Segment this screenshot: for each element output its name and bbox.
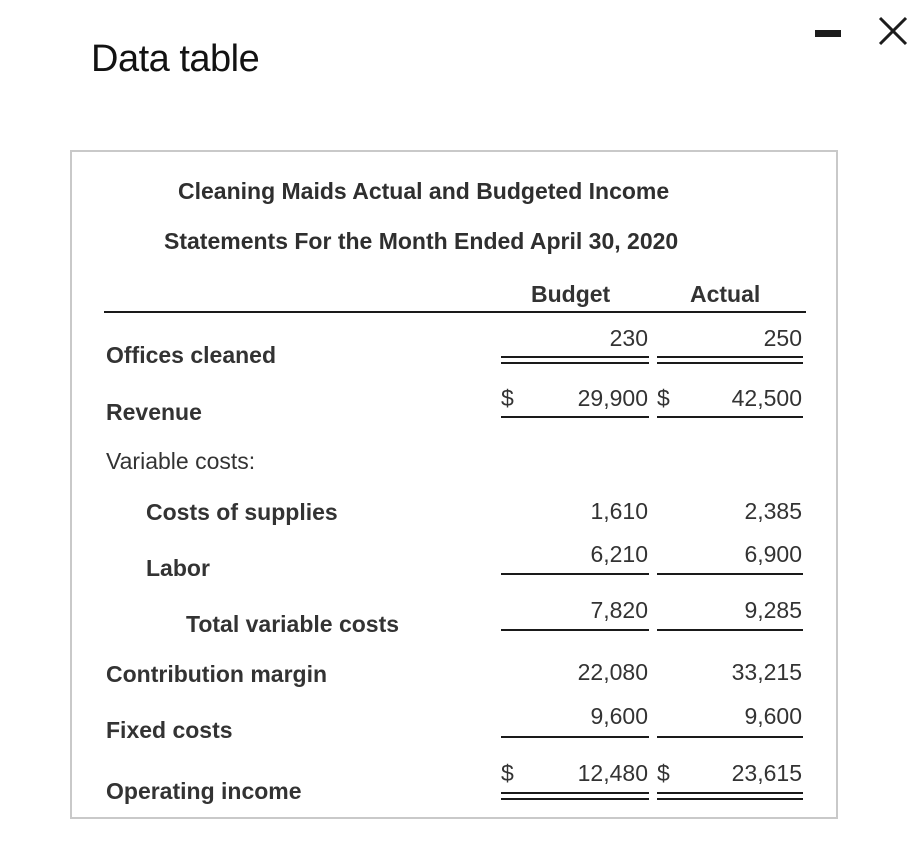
operating-budget: 12,480 (577, 760, 648, 786)
minimize-icon[interactable] (815, 30, 841, 37)
revenue-actual-currency: $ (657, 385, 670, 411)
labor-budget: 6,210 (590, 541, 648, 567)
operating-actual-currency: $ (657, 760, 670, 786)
supplies-actual: 2,385 (744, 498, 802, 524)
total-variable-actual-rule (657, 629, 803, 631)
labor-actual-rule (657, 573, 803, 575)
offices-actual: 250 (763, 325, 802, 351)
revenue-budget-currency: $ (501, 385, 514, 411)
dialog-title: Data table (91, 38, 260, 80)
row-label-total-variable: Total variable costs (186, 611, 400, 637)
revenue-actual-rule (657, 416, 803, 418)
operating-budget-double-rule-2 (501, 798, 649, 800)
offices-budget: 230 (609, 325, 648, 351)
total-variable-actual: 9,285 (744, 597, 802, 623)
offices-budget-double-rule (501, 356, 649, 358)
operating-actual-double-rule-2 (657, 798, 803, 800)
offices-actual-double-rule-2 (657, 362, 803, 364)
row-label-variable-costs: Variable costs: (106, 448, 256, 474)
column-header-actual: Actual (690, 281, 761, 307)
total-variable-budget-rule (501, 629, 649, 631)
supplies-budget: 1,610 (590, 498, 648, 524)
row-label-contribution: Contribution margin (106, 661, 328, 687)
row-label-fixed: Fixed costs (106, 717, 233, 743)
offices-budget-double-rule-2 (501, 362, 649, 364)
row-label-labor: Labor (146, 555, 210, 581)
row-label-operating: Operating income (106, 778, 302, 804)
fixed-actual: 9,600 (744, 703, 802, 729)
contribution-actual: 33,215 (731, 659, 802, 685)
revenue-budget: 29,900 (577, 385, 648, 411)
row-label-offices: Offices cleaned (106, 342, 277, 368)
operating-actual-double-rule (657, 792, 803, 794)
operating-budget-double-rule (501, 792, 649, 794)
column-header-budget: Budget (531, 281, 611, 307)
revenue-budget-rule (501, 416, 649, 418)
operating-budget-currency: $ (501, 760, 514, 786)
close-icon[interactable] (876, 14, 908, 50)
fixed-actual-rule (657, 736, 803, 738)
statement-title-line2: Statements For the Month Ended April 30, 2020 (164, 228, 679, 254)
statement-title-line1: Cleaning Maids Actual and Budgeted Income (178, 178, 670, 204)
labor-budget-rule (501, 573, 649, 575)
row-label-revenue: Revenue (106, 399, 202, 425)
contribution-budget: 22,080 (577, 659, 648, 685)
row-label-supplies: Costs of supplies (146, 499, 338, 525)
fixed-budget: 9,600 (590, 703, 648, 729)
revenue-actual: 42,500 (731, 385, 802, 411)
labor-actual: 6,900 (744, 541, 802, 567)
offices-actual-double-rule (657, 356, 803, 358)
operating-actual: 23,615 (731, 760, 802, 786)
fixed-budget-rule (501, 736, 649, 738)
header-rule (104, 311, 806, 313)
total-variable-budget: 7,820 (590, 597, 648, 623)
